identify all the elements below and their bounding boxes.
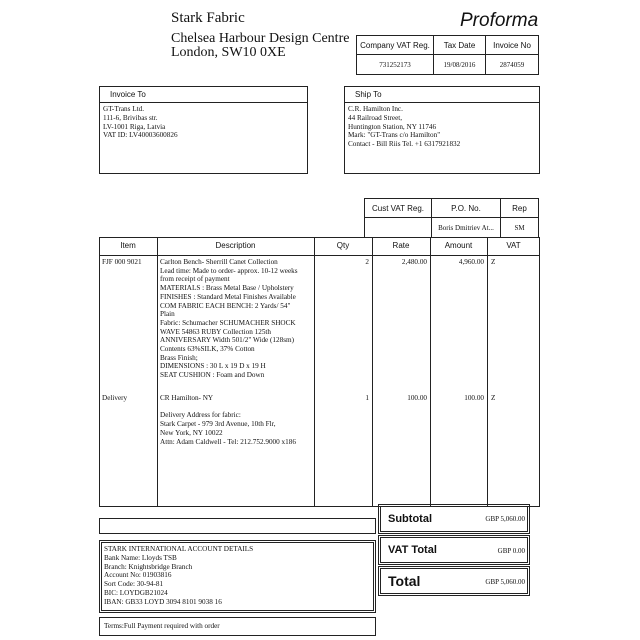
meta-value-tax-date: 19/08/2016 <box>434 55 486 75</box>
ref-header-cust-vat: Cust VAT Reg. <box>365 199 432 218</box>
description-line: WAVE 54863 RUBY Collection 125th <box>160 327 272 336</box>
description-line: SEAT CUSHION : Foam and Down <box>160 371 265 380</box>
description-line: Lead time: Made to order- approx. 10-12 weeks <box>160 266 298 275</box>
ref-value-cust-vat <box>365 218 432 238</box>
ship-to-line: Contact - Bill Riis Tel. +1 6317921832 <box>348 140 461 149</box>
bank-line: BIC: LOYDGB21024 <box>104 588 168 597</box>
row-vat: Z <box>491 394 496 402</box>
meta-header-vat: Company VAT Reg. <box>357 36 434 55</box>
ship-to-box <box>344 86 540 174</box>
row-description <box>160 258 313 380</box>
ship-to-line: Mark: "GT-Trans c/o Hamilton" <box>348 131 441 140</box>
bank-line: Branch: Knightsbridge Branch <box>104 562 193 571</box>
description-line: Attn: Adam Caldwell - Tel: 212.752.9000 x186 <box>160 437 296 446</box>
vat-total-box <box>378 535 530 565</box>
row-qty: 2 <box>365 258 369 266</box>
description-line: Stark Carpet - 979 3rd Avenue, 10th Flr, <box>160 420 276 429</box>
row-vat: Z <box>491 258 496 266</box>
ref-value-rep: SM <box>501 218 539 238</box>
ship-to-line: C.R. Hamilton Inc. <box>348 105 403 113</box>
blank-field <box>99 518 376 534</box>
total-value: GBP 5,060.00 <box>485 578 525 586</box>
description-line: ANNIVERSARY Width 501/2" Wide (128sm) <box>160 336 294 345</box>
description-line: FINISHES : Standard Metal Finishes Available <box>160 292 296 301</box>
description-line: Brass Finish; <box>160 353 198 362</box>
bank-line: Account No: 01903816 <box>104 571 172 580</box>
terms-box <box>99 617 376 636</box>
invoice-to-line: LV-1001 Riga, Latvia <box>103 122 166 131</box>
ship-to-title: Ship To <box>355 90 382 99</box>
ref-header-po-no: P.O. No. <box>432 199 501 218</box>
ship-to-line: Huntington Station, NY 11746 <box>348 122 437 131</box>
invoice-to-line: 111-6, Brivibas str. <box>103 113 158 122</box>
bank-line: Bank Name: Lloyds TSB <box>104 553 177 562</box>
row-rate: 2,480.00 <box>401 258 427 266</box>
col-header-item: Item <box>120 241 136 250</box>
description-line: Fabric: Schumacher SCHUMACHER SHOCK <box>160 318 296 327</box>
description-line: Carlton Bench- Sherrill Canet Collection <box>160 258 278 266</box>
row-item: Delivery <box>102 394 128 402</box>
bank-line: STARK INTERNATIONAL ACCOUNT DETAILS <box>104 545 254 553</box>
description-line: MATERIALS : Brass Metal Base / Upholstery <box>160 284 294 293</box>
description-line: Plain <box>160 310 175 319</box>
subtotal-value: GBP 5,060.00 <box>485 515 525 523</box>
subtotal-label: Subtotal <box>388 513 432 525</box>
row-qty: 1 <box>365 394 369 402</box>
company-name: Stark Fabric <box>171 10 245 26</box>
bank-details <box>104 545 253 607</box>
meta-value-invoice-no: 2874059 <box>486 55 539 75</box>
col-header-vat: VAT <box>506 241 521 250</box>
meta-header-invoice-no: Invoice No <box>486 36 539 55</box>
bank-details-box <box>99 540 376 613</box>
ref-header-rep: Rep <box>501 199 539 218</box>
total-box <box>378 566 530 596</box>
invoice-to-title: Invoice To <box>110 90 146 99</box>
vat-total-value: GBP 0.00 <box>497 547 525 555</box>
meta-value-vat: 731252173 <box>357 55 434 75</box>
description-line: from receipt of payment <box>160 275 230 284</box>
invoice-meta-table <box>356 35 539 75</box>
vat-total-label: VAT Total <box>388 544 437 556</box>
invoice-to-box <box>99 86 308 174</box>
order-ref-table <box>364 198 539 238</box>
bank-line: IBAN: GB33 LOYD 3094 8101 9038 16 <box>104 597 222 606</box>
description-line: CR Hamilton- NY <box>160 394 214 402</box>
ship-to-line: 44 Railroad Street, <box>348 113 403 122</box>
total-label: Total <box>388 573 421 589</box>
subtotal-box <box>378 504 530 534</box>
col-header-qty: Qty <box>336 241 350 250</box>
row-item: FJF 000 9021 <box>102 258 142 266</box>
row-amount: 4,960.00 <box>458 258 484 266</box>
invoice-to-line: GT-Trans Ltd. <box>103 105 145 113</box>
document-title: Proforma <box>460 10 539 31</box>
meta-header-tax-date: Tax Date <box>434 36 486 55</box>
col-header-rate: Rate <box>392 241 410 250</box>
company-address-line-2: London, SW10 0XE <box>171 45 286 60</box>
invoice-to-address <box>103 105 178 140</box>
description-spacer <box>160 403 313 412</box>
col-header-amount: Amount <box>444 241 473 250</box>
company-address-line-1: Chelsea Harbour Design Centre <box>171 31 350 46</box>
description-line: DIMENSIONS : 30 L x 19 D x 19 H <box>160 362 266 371</box>
description-line: COM FABRIC EACH BENCH: 2 Yards/ 54" <box>160 301 291 310</box>
col-header-description: Description <box>215 241 256 250</box>
terms-text: Terms:Full Payment required with order <box>104 622 220 630</box>
invoice-to-line: VAT ID: LV40003600826 <box>103 131 178 140</box>
row-rate: 100.00 <box>407 394 427 402</box>
row-amount: 100.00 <box>464 394 484 402</box>
ref-value-po-no: Boris Dmitriev At... <box>432 218 501 238</box>
description-line: New York, NY 10022 <box>160 428 223 437</box>
row-description <box>160 394 313 446</box>
ship-to-address <box>348 105 460 149</box>
bank-line: Sort Code: 30-94-81 <box>104 580 164 589</box>
description-line: Contents 63%SILK, 37% Cotton <box>160 345 255 354</box>
description-line: Delivery Address for fabric: <box>160 411 241 420</box>
